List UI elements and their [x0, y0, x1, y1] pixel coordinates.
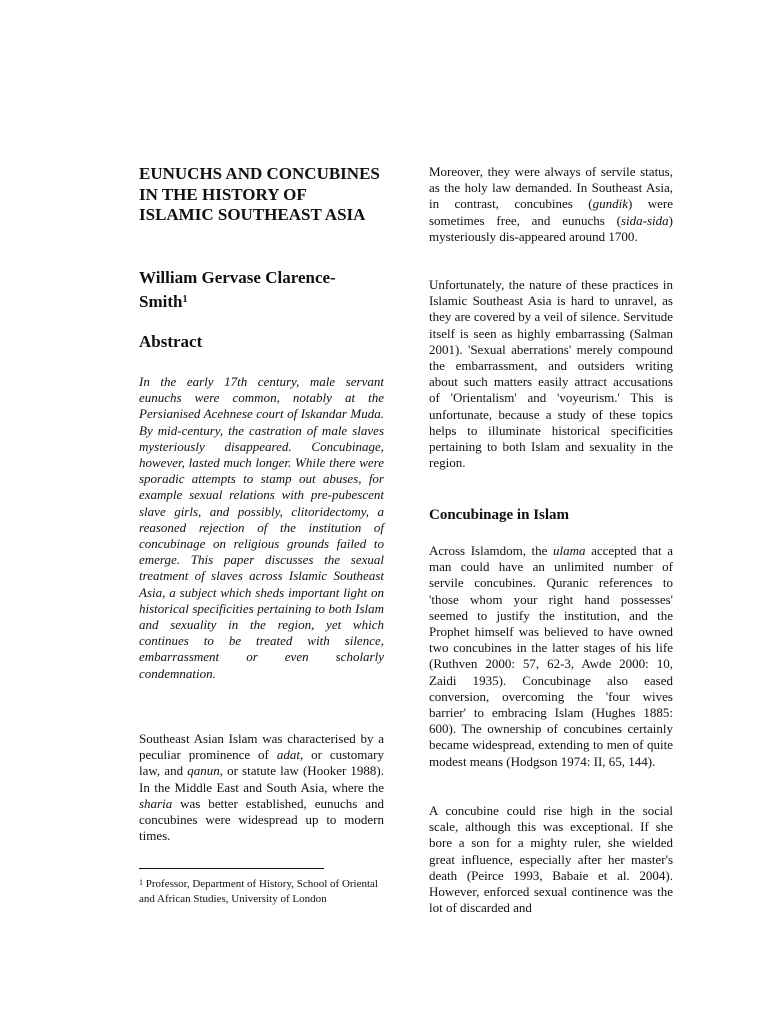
text-run: , or statute law (Hooker 1988). In the Middle East and South Asia, where the [139, 763, 384, 795]
footnote [139, 877, 384, 907]
italic-term: gundik [592, 196, 628, 212]
body-paragraph-right-2: Unfortunately, the nature of these practices in Islamic Southeast Asia is hard to unravel, as they are covered by a veil of silence. Servitude itself is seen as highly embarrassing (Salman 2001). 'Sexual aberrations' merely compound the embarrassment, and outsiders writing about such matters easily attract accusations of 'Orientalism' and 'voyeurism.' This is unfortunate, because a study of these topics helps to illuminate historical specificities pertaining to both Islam and sexuality in the region. [429, 277, 673, 471]
text-run: was better established, eunuchs and concubines were widespread up to modern times. [139, 795, 384, 844]
italic-term: adat [276, 747, 300, 763]
text-run: ) were sometimes free, and eunuchs ( [429, 196, 673, 228]
body-paragraph-right-3 [429, 543, 673, 770]
italic-term: sida-sida [620, 212, 669, 228]
italic-term: qanun [187, 763, 220, 779]
author-name [139, 266, 384, 314]
italic-term: sharia [139, 795, 173, 811]
footnote-text: Professor, Department of History, School of Oriental and African Studies, University of London [139, 878, 378, 905]
body-paragraph-right-1 [429, 164, 673, 245]
author-footnote-mark: 1 [182, 294, 188, 305]
section-heading: Concubinage in Islam [429, 507, 570, 523]
abstract-heading: Abstract [139, 332, 203, 351]
text-run: Across Islamdom, the [429, 543, 553, 558]
body-paragraph-left [139, 731, 384, 844]
italic-term: ulama [553, 543, 586, 558]
footnote-mark: 1 [139, 878, 143, 887]
abstract-text: In the early 17th century, male servant eunuchs were common, notably at the Persianised Acehnese court of Iskandar Muda. By mid-century, the castration of male slaves mysteriously disappeared. Concubinage, however, lasted much longer. While there were sporadic attempts to stamp out abuses, for example sexual relations with pre-pubescent slave girls, and possibly, clitoridectomy, a reasoned rejection of the institution of concubinage on religious grounds failed to emerge. This paper discusses the sexual treatment of slaves across Islamic Southeast Asia, a subject which sheds important light on historical specificities pertaining to both Islam and sexuality in the region, yet which continues to be treated with silence, embarrassment or even scholarly condemnation. [139, 374, 384, 681]
text-run: Moreover, they were always of servile status, as the holy law demanded. In Southeast Asia, in contrast, concubines ( [429, 164, 673, 212]
author-name-text: William Gervase Clarence-Smith [139, 268, 336, 311]
paper-title: EUNUCHS AND CONCUBINES IN THE HISTORY OF ISLAMIC SOUTHEAST ASIA [139, 164, 380, 224]
footnote-divider [139, 868, 324, 869]
body-paragraph-right-4: A concubine could rise high in the social scale, although this was exceptional. If she bore a son for a mighty ruler, she wielded great influence, especially after her master's death (Peirce 1993, Babaie et al. 2004). However, enforced sexual continence was the lot of discarded and [429, 803, 673, 916]
text-run: Southeast Asian Islam was characterised by a peculiar prominence of [139, 731, 384, 763]
text-run: ) mysteriously dis-appeared around 1700. [429, 212, 673, 244]
text-run: accepted that a man could have an unlimited number of servile concubines. Quranic references to 'those whom your right hand possesses' seemed to justify the institution, and the Prophet himself was believed to have owned two concubines in the latter stages of his life (Ruthven 2000: 57, 62-3, Awde 2000: 10, Zaidi 1935). Concubinage also eased conversion, overcoming the 'four wives barrier' to embracing Islam (Hughes 1885: 600). The ownership of concubines certainly became widespread, extending to men of quite modest means (Hodgson 1974: II, 65, 144). [429, 543, 673, 769]
text-run: , or customary law, and [139, 747, 384, 779]
